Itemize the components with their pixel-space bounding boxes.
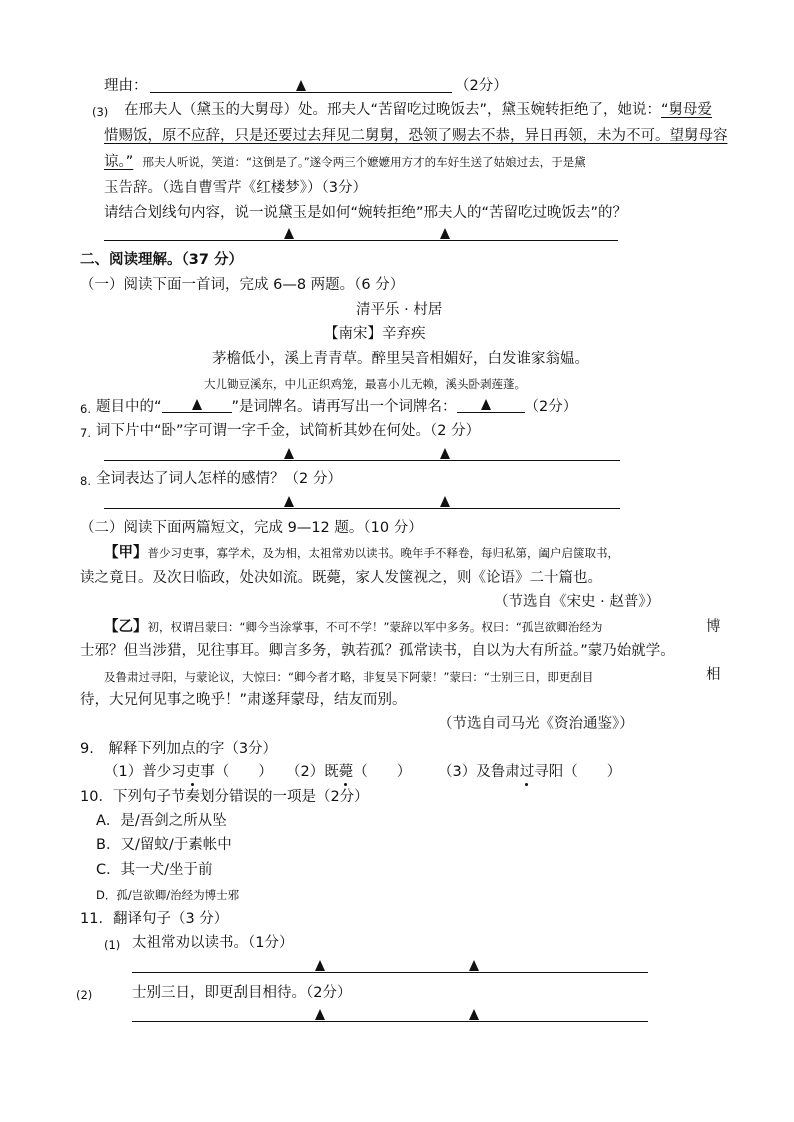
score-label: （2分）	[455, 78, 508, 94]
q11-sentence1: 太祖常劝以读书。（1分）	[132, 935, 294, 951]
text-a-line1: 【甲】普少习吏事，寡学术，及为相，太祖常劝以读书。晚年手不释卷，每归私第，阖户启箧取书，	[104, 545, 619, 561]
reason-label: 理由：	[104, 78, 148, 94]
q8-text: 全词表达了词人怎样的感情？（2 分）	[96, 471, 342, 487]
text-b-line4: 待，大兄何见事之晚乎！”肃遂拜蒙母，结友而别。	[80, 692, 407, 708]
q9-item1: （1）普少习吏事（ ）	[104, 764, 273, 780]
triangle-marker-icon	[440, 496, 450, 507]
option-d: D．孤/岂欲卿/治经为博士邪	[96, 888, 240, 902]
text-b-line1-end: 博	[706, 619, 721, 635]
q11-sentence2: 士别三日，即更刮目相待。（2分）	[132, 985, 352, 1001]
answer-blank[interactable]	[132, 1007, 648, 1022]
text-b-line3-end: 相	[706, 667, 721, 683]
poem-title: 清平乐 · 村居	[356, 302, 443, 318]
triangle-marker-icon	[440, 448, 450, 459]
option-c: C．其一犬/坐于前	[96, 862, 213, 878]
q3-line2: 惜赐饭，原不应辞，只是还要过去拜见二舅舅，恐领了赐去不恭，异日再领，未为不可。望舅母容	[104, 128, 728, 144]
answer-blank[interactable]	[457, 397, 525, 413]
answer-blank[interactable]	[104, 494, 620, 509]
text-b-line2: 士邪？但当涉猎，见往事耳。卿言多务，孰若孤？孤常读书，自以为大有所益。”蒙乃始就学。	[80, 643, 675, 659]
triangle-marker-icon	[284, 228, 294, 239]
answer-blank[interactable]	[162, 397, 232, 413]
question-number: (2)	[76, 988, 93, 1002]
question-number: (3)	[92, 105, 109, 119]
triangle-marker-icon	[440, 228, 450, 239]
q6-text: 题目中的“ ”是词牌名。请再写出一个词牌名： （2分）	[96, 399, 578, 415]
triangle-marker-icon	[315, 1009, 325, 1020]
question-number: (1)	[104, 938, 121, 952]
triangle-marker-icon	[469, 1009, 479, 1020]
poem-line: 茅檐低小，溪上青青草。醉里吴音相媚好，白发谁家翁媪。	[212, 351, 589, 367]
triangle-marker-icon	[315, 960, 325, 971]
q9-text: 9. 解释下列加点的字（3分）	[80, 741, 278, 757]
poem-line: 大儿锄豆溪东，中儿正织鸡笼，最喜小儿无赖，溪头卧剥莲蓬。	[204, 377, 526, 391]
question-number: 7.	[80, 426, 91, 440]
text-b-line3: 及鲁肃过寻阳，与蒙论议，大惊曰：“卿今者才略，非复吴下阿蒙！”蒙曰：“士别三日，即更刮目	[104, 670, 594, 684]
part-intro: （一）阅读下面一首词，完成 6—8 两题。（6 分）	[80, 277, 405, 293]
question-number: 8.	[80, 474, 91, 488]
text-a-line2: 读之竟日。及次日临政，处决如流。既薨，家人发箧视之，则《论语》二十篇也。	[80, 570, 602, 586]
q9-item2: （2）既薨（ ）	[286, 764, 412, 780]
section-title: 二、阅读理解。（37 分）	[80, 252, 243, 268]
q7-text: 词下片中“卧”字可谓一字千金，试简析其妙在何处。（2 分）	[96, 423, 481, 439]
source-note: （节选自司马光《资治通鉴》）	[438, 716, 634, 732]
q9-item3: （3）及鲁肃过寻阳（ ）	[438, 764, 622, 780]
poem-author: 【南宋】辛弃疾	[324, 326, 426, 342]
q3-line1: 在邢夫人（黛玉的大舅母）处。邢夫人“苦留吃过晚饭去”，黛玉婉转拒绝了，她说：“舅母爱	[124, 102, 713, 118]
triangle-marker-icon	[296, 80, 306, 91]
part-intro: （二）阅读下面两篇短文，完成 9—12 题。（10 分）	[80, 520, 423, 536]
triangle-marker-icon	[192, 399, 202, 410]
question-number: 6.	[80, 402, 91, 416]
triangle-marker-icon	[481, 399, 491, 410]
q3-line4: 玉告辞。（选自曹雪芹《红楼梦》）（3分）	[104, 180, 367, 196]
q10-text: 10．下列句子节奏划分错误的一项是（2分）	[80, 789, 369, 805]
answer-blank[interactable]	[104, 446, 620, 461]
q11-text: 11．翻译句子（3 分）	[80, 911, 229, 927]
triangle-marker-icon	[284, 448, 294, 459]
answer-blank[interactable]	[132, 958, 648, 973]
text-b-line1: 【乙】初，权谓吕蒙曰：“卿今当涂掌事，不可不学！”蒙辞以军中多务。权曰：“孤岂欲卿治经为	[104, 619, 603, 635]
option-a: A．是/吾剑之所从坠	[96, 813, 227, 829]
option-b: B．又/留蚊/于素帐中	[96, 837, 232, 853]
triangle-marker-icon	[469, 960, 479, 971]
answer-blank[interactable]	[150, 78, 452, 93]
triangle-marker-icon	[284, 496, 294, 507]
answer-blank[interactable]	[104, 226, 618, 241]
source-note: （节选自《宋史 · 赵普》）	[494, 594, 661, 610]
q3-line3: 谅。” 邢夫人听说，笑道：“这倒是了。”遂令两三个嬷嬷用方才的车好生送了姑娘过去，于是黛	[104, 154, 586, 170]
q3-prompt: 请结合划线句内容，说一说黛玉是如何“婉转拒绝”邢夫人的“苦留吃过晚饭去”的？	[104, 205, 628, 221]
